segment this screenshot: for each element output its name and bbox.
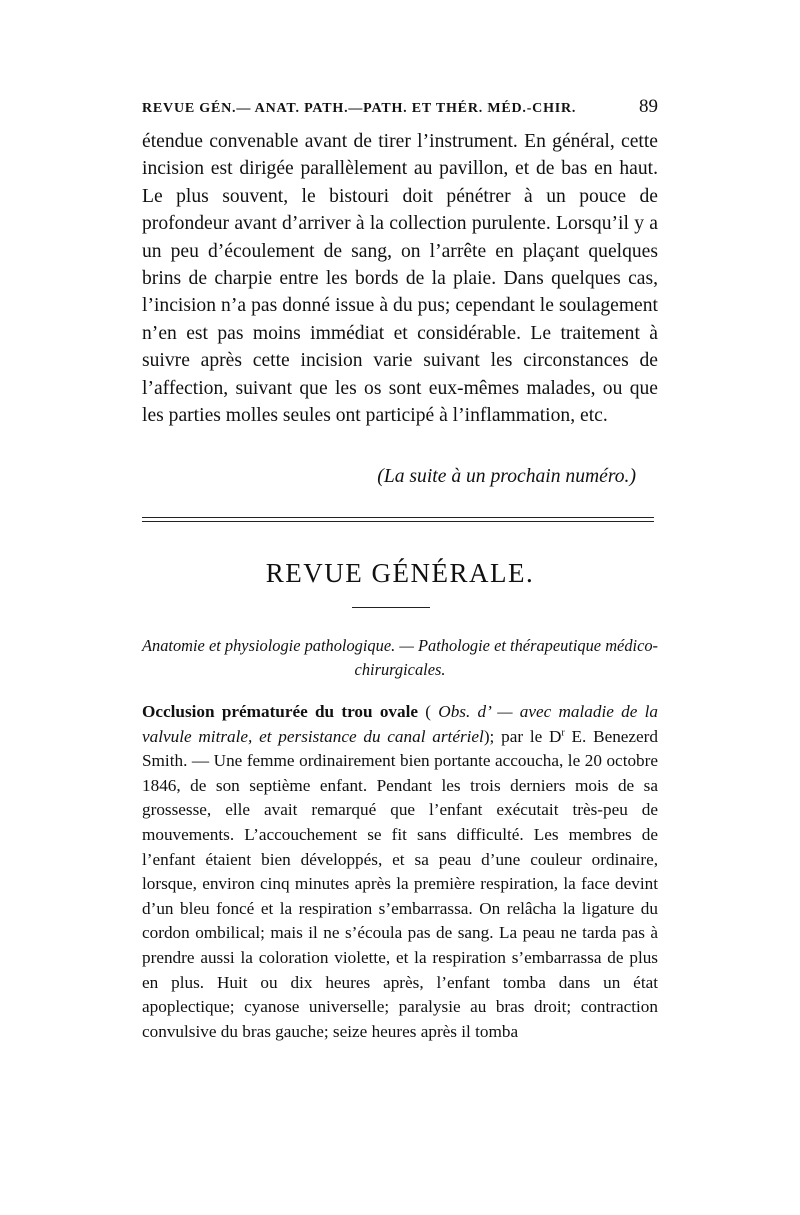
author-name: E. Benezerd Smith. — — [142, 726, 658, 771]
page-number: 89 — [639, 96, 658, 117]
title-underline — [352, 607, 430, 608]
article-close-paren: ); par le — [483, 726, 549, 746]
article-lead-title: Occlusion prématurée du trou ovale — [142, 702, 419, 721]
article-paragraph — [142, 700, 658, 1044]
paragraph-continued: étendue convenable avant de tirer l’instrument. En général, cette incision est dirigée parallèlement au pavillon, et de bas en haut. Le plus souvent, le bistouri doit pénétrer à un pouce de profondeur avant d’arriver à la collection purulente. Lorsqu’il y a un peu d’écoulement de sang, on l’arrête en plaçant quelques brins de charpie entre les bords de la plaie. Dans quelques cas, l’incision n’a pas donné issue à du pus; cependant le soulagement n’en est pas moins immédiat et considérable. Le traitement à suivre après cette incision varie suivant les circonstances de l’affection, suivant que les os sont eux-mêmes malades, ou que les parties molles seules ont participé à l’inflammation, etc. — [142, 131, 658, 427]
running-header — [142, 96, 658, 118]
section-divider-bottom — [142, 521, 654, 522]
article-body: Une femme ordinairement bien portante accoucha, le 20 octobre 1846, de son septième enfant. Pendant les trois derniers mois de sa grossesse, elle avait remarqué que l’enfant exécutait très-peu de mouvements. L’accouchement se fit sans difficulté. Les membres de l’enfant étaient bien développés, et sa peau d’une couleur ordinaire, lorsque, environ cinq minutes après la première respiration, la face devint d’un bleu foncé et la respiration s’embarrassa. On relâcha la ligature du cordon ombilical; mais il ne s’écoula pas de sang. La peau ne tarda pas à prendre aussi la coloration violette, et la respiration s’embarrassa de plus en plus. Huit ou dix heures après, l’enfant tomba dans un état apoplectique; cyanose universelle; paralysie au bras droit; contraction convulsive du bras gauche; seize heures après il tomba — [142, 751, 659, 1041]
article-open-paren: ( — [418, 702, 432, 721]
section-title: REVUE GÉNÉRALE. — [265, 558, 535, 588]
article-observation: Obs. d’ — avec maladie de la valvule mitrale, et persistance du canal artériel — [142, 702, 658, 746]
running-title: REVUE GÉN.— ANAT. PATH.—PATH. ET THÉR. MÉD.-CHIR. — [142, 101, 577, 116]
section-divider-top — [142, 517, 654, 518]
author-title: D — [549, 726, 562, 746]
continued-note: (La suite à un prochain numéro.) — [377, 466, 636, 487]
section-subtitle: Anatomie et physiologie pathologique. — Pathologie et thérapeutique médico-chirurgicales. — [142, 636, 658, 679]
author-title-sup: r — [561, 726, 565, 738]
